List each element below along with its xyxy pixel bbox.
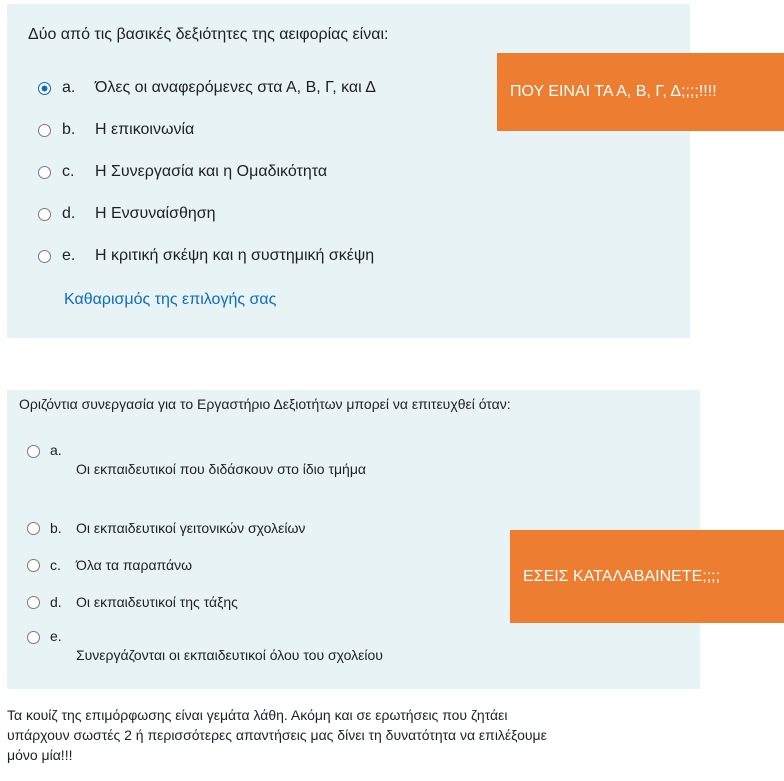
- option-letter: d.: [50, 594, 62, 610]
- option-label: Η κριτική σκέψη και η συστημική σκέψη: [95, 247, 375, 264]
- q1-option-d[interactable]: [38, 205, 216, 223]
- q1-option-a[interactable]: [38, 79, 376, 97]
- radio-button[interactable]: [27, 559, 40, 572]
- option-label: Οι εκπαιδευτικοί της τάξης: [76, 594, 238, 610]
- radio-button[interactable]: [38, 208, 51, 221]
- question-2-text: Οριζόντια συνεργασία για το Εργαστήριο Δεξιοτήτων μπορεί να επιτευχθεί όταν:: [19, 396, 511, 412]
- option-letter: d.: [62, 205, 76, 222]
- option-letter: a.: [50, 442, 62, 458]
- option-label: Η Ενσυναίσθηση: [95, 205, 216, 222]
- option-letter: c.: [50, 557, 61, 573]
- radio-button[interactable]: [38, 166, 51, 179]
- q1-option-c[interactable]: [38, 163, 327, 181]
- q1-option-b[interactable]: [38, 121, 194, 139]
- option-label: Όλες οι αναφερόμενες στα Α, Β, Γ, και Δ: [95, 79, 376, 96]
- option-label: Οι εκπαιδευτικοί γειτονικών σχολείων: [76, 520, 306, 536]
- radio-button[interactable]: [27, 522, 40, 535]
- radio-button-checked[interactable]: [38, 82, 51, 95]
- option-label: Η Συνεργασία και η Ομαδικότητα: [95, 163, 328, 180]
- option-letter: c.: [62, 163, 75, 180]
- q2-option-a[interactable]: [27, 442, 367, 477]
- clear-choice-link[interactable]: Καθαρισμός της επιλογής σας: [64, 291, 277, 308]
- option-label: Οι εκπαιδευτικοί που διδάσκουν στο ίδιο τμήμα: [76, 461, 367, 477]
- radio-button[interactable]: [38, 124, 51, 137]
- comment-line-3: μόνο μία!!!: [7, 747, 73, 763]
- option-letter: b.: [50, 520, 62, 536]
- comment-line-1: Τα κουίζ της επιμόρφωσης είναι γεμάτα λάθη. Ακόμη και σε ερωτήσεις που ζητάει: [7, 707, 508, 723]
- option-letter: e.: [62, 247, 76, 264]
- option-letter: a.: [62, 79, 76, 96]
- option-letter: b.: [62, 121, 76, 138]
- q2-option-c[interactable]: [27, 557, 192, 573]
- radio-button[interactable]: [27, 631, 40, 644]
- comment-line-2: υπάρχουν σωστές 2 ή περισσότερες απαντήσεις μας δίνει τη δυνατότητα να επιλέξουμε: [7, 727, 547, 743]
- q2-option-b[interactable]: [27, 520, 305, 536]
- radio-button[interactable]: [27, 596, 40, 609]
- annotation-callout-2: ΕΣΕΙΣ ΚΑΤΑΛΑΒΑΙΝΕΤΕ;;;;: [510, 530, 784, 623]
- question-1-text: Δύο από τις βασικές δεξιότητες της αειφορίας είναι:: [28, 26, 389, 43]
- radio-button[interactable]: [27, 445, 40, 458]
- radio-button[interactable]: [38, 250, 51, 263]
- user-comment: [7, 705, 747, 765]
- option-label: Όλα τα παραπάνω: [76, 557, 193, 573]
- option-letter: e.: [50, 628, 62, 644]
- option-label: Η επικοινωνία: [95, 121, 195, 138]
- q2-option-e[interactable]: [27, 628, 383, 663]
- annotation-callout-1: ΠΟΥ ΕΙΝΑΙ ΤΑ Α, Β, Γ, Δ;;;;!!!!: [497, 53, 784, 131]
- q2-option-d[interactable]: [27, 594, 238, 610]
- q1-option-e[interactable]: [38, 247, 374, 265]
- option-label: Συνεργάζονται οι εκπαιδευτικοί όλου του σχολείου: [76, 647, 383, 663]
